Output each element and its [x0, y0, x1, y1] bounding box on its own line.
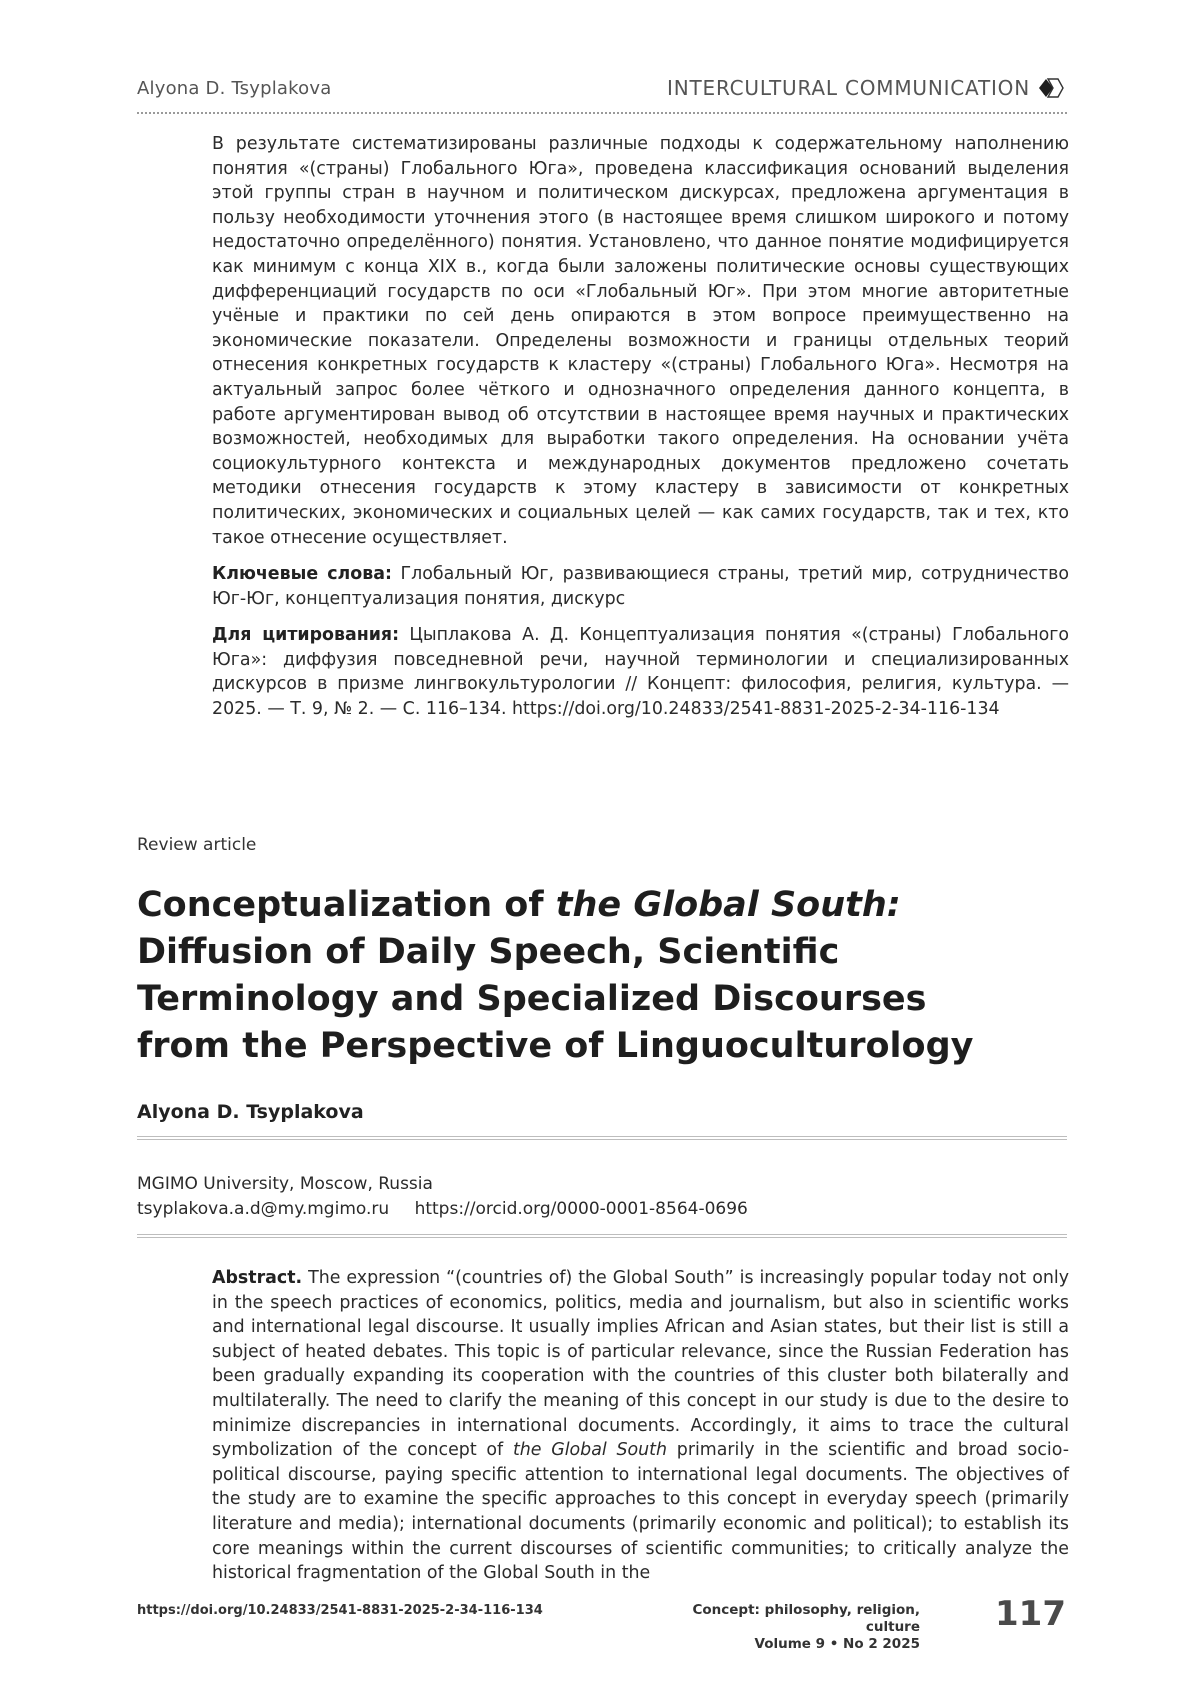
contact-line	[137, 1197, 748, 1222]
orcid-link[interactable]: https://orcid.org/0000-0001-8564-0696	[414, 1199, 748, 1219]
english-abstract	[212, 1266, 1069, 1586]
russian-citation-text: Цыплакова А. Д. Концептуализация понятия «(страны) Глобального Юга»: диффузия повседневной речи, научной терминологии и специализированных дискурсов в призме лингвокультурологии // Концепт: философия, религия, культура. — 2025. — Т. 9, № 2. — С. 116–134. https://doi.org/10.24833/2541-8831-2025-2-34-116-134	[212, 625, 1069, 720]
abstract-italic-term: the Global South	[512, 1440, 668, 1461]
russian-citation	[212, 623, 1069, 721]
russian-keywords	[212, 562, 1069, 611]
abstract-label: Abstract.	[212, 1268, 303, 1288]
diamond-arrow-icon	[1038, 77, 1064, 99]
russian-keywords-text: Глобальный Юг, развивающиеся страны, третий мир, сотрудничество Юг-Юг, концептуализация понятия, дискурс	[212, 564, 1069, 609]
footer-journal	[676, 1602, 920, 1653]
title-part-1: Conceptualization of	[137, 885, 556, 925]
affiliation-block	[137, 1172, 748, 1222]
article-type: Review article	[137, 835, 257, 855]
footer-volume: Volume 9 • No 2 2025	[754, 1636, 920, 1652]
affiliation-divider	[137, 1234, 1067, 1238]
russian-abstract-text: В результате систематизированы различные подходы к содержательному наполнению понятия «(страны) Глобального Юга», проведена классификация оснований выделения этой группы стран в научном и политическом дискурсах, предложена аргументация в пользу необходимости уточнения этого (в настоящее время слишком широкого и потому недостаточно определённого) понятия. Установлено, что данное понятие модифицируется как минимум с конца XIX в., когда были заложены политические основы существующих дифференциаций государств по оси «Глобальный Юг». При этом многие авторитетные учёные и практики по сей день опираются в этом вопросе преимущественно на экономические показатели. Определены возможности и границы отдельных теорий отнесения конкретных государств к кластеру «(страны) Глобального Юга». Несмотря на актуальный запрос более чёткого и однозначного определения данного концепта, в работе аргументирован вывод об отсутствии в настоящее время научных и практических возможностей, необходимых для выработки такого определения. На основании учёта социокультурного контекста и международных документов предложено сочетать методики отнесения государств к этому кластеру в зависимости от конкретных политических, экономических и социальных целей — как самих государств, так и тех, кто такое отнесение осуществляет.	[212, 134, 1069, 548]
running-section-title	[667, 76, 1064, 100]
footer-doi-link[interactable]: https://doi.org/10.24833/2541-8831-2025-2-34-116-134	[137, 1603, 543, 1618]
title-italic-part: the Global South:	[555, 885, 901, 925]
russian-citation-label: Для цитирования:	[212, 625, 400, 646]
author-email-link[interactable]: tsyplakova.a.d@my.mgimo.ru	[137, 1199, 390, 1219]
author-divider	[137, 1136, 1067, 1140]
header-dotted-rule	[137, 112, 1067, 114]
abstract-text-1: The expression “(countries of) the Global South” is increasingly popular today not only in the speech practices of economics, politics, media and journalism, but also in scientific works and international legal discourse. It usually implies African and Asian states, but their list is still a subject of heated debates. This topic is of particular relevance, since the Russian Federation has been gradually expanding its cooperation with the countries of this cluster both bilaterally and multilaterally. The need to clarify the meaning of this concept in our study is due to the desire to minimize discrepancies in international documents. Accordingly, it aims to trace the cultural symbolization of the concept of	[212, 1268, 1069, 1461]
running-author: Alyona D. Tsyplakova	[137, 78, 332, 99]
footer-journal-name: Concept: philosophy, religion, culture	[692, 1602, 920, 1635]
russian-keywords-label: Ключевые слова:	[212, 564, 392, 585]
russian-abstract-block	[212, 132, 1069, 734]
article-title	[137, 882, 1017, 1070]
abstract-text-2: primarily in the scientific and broad socio-political discourse, paying specific attention to international legal documents. The objectives of the study are to examine the specific approaches to this concept in everyday speech (primarily literature and media); international documents (primarily economic and political); to establish its core meanings within the current discourses of scientific communities; to critically analyze the historical fragmentation of the Global South in the	[212, 1440, 1069, 1584]
running-section-label: INTERCULTURAL COMMUNICATION	[667, 76, 1030, 100]
page-number: 117	[995, 1594, 1066, 1634]
article-author: Alyona D. Tsyplakova	[137, 1101, 364, 1123]
title-part-2: Diffusion of Daily Speech, Scientific Terminology and Specialized Discourses from the Perspective of Linguoculturology	[137, 932, 974, 1066]
affiliation: MGIMO University, Moscow, Russia	[137, 1174, 433, 1194]
